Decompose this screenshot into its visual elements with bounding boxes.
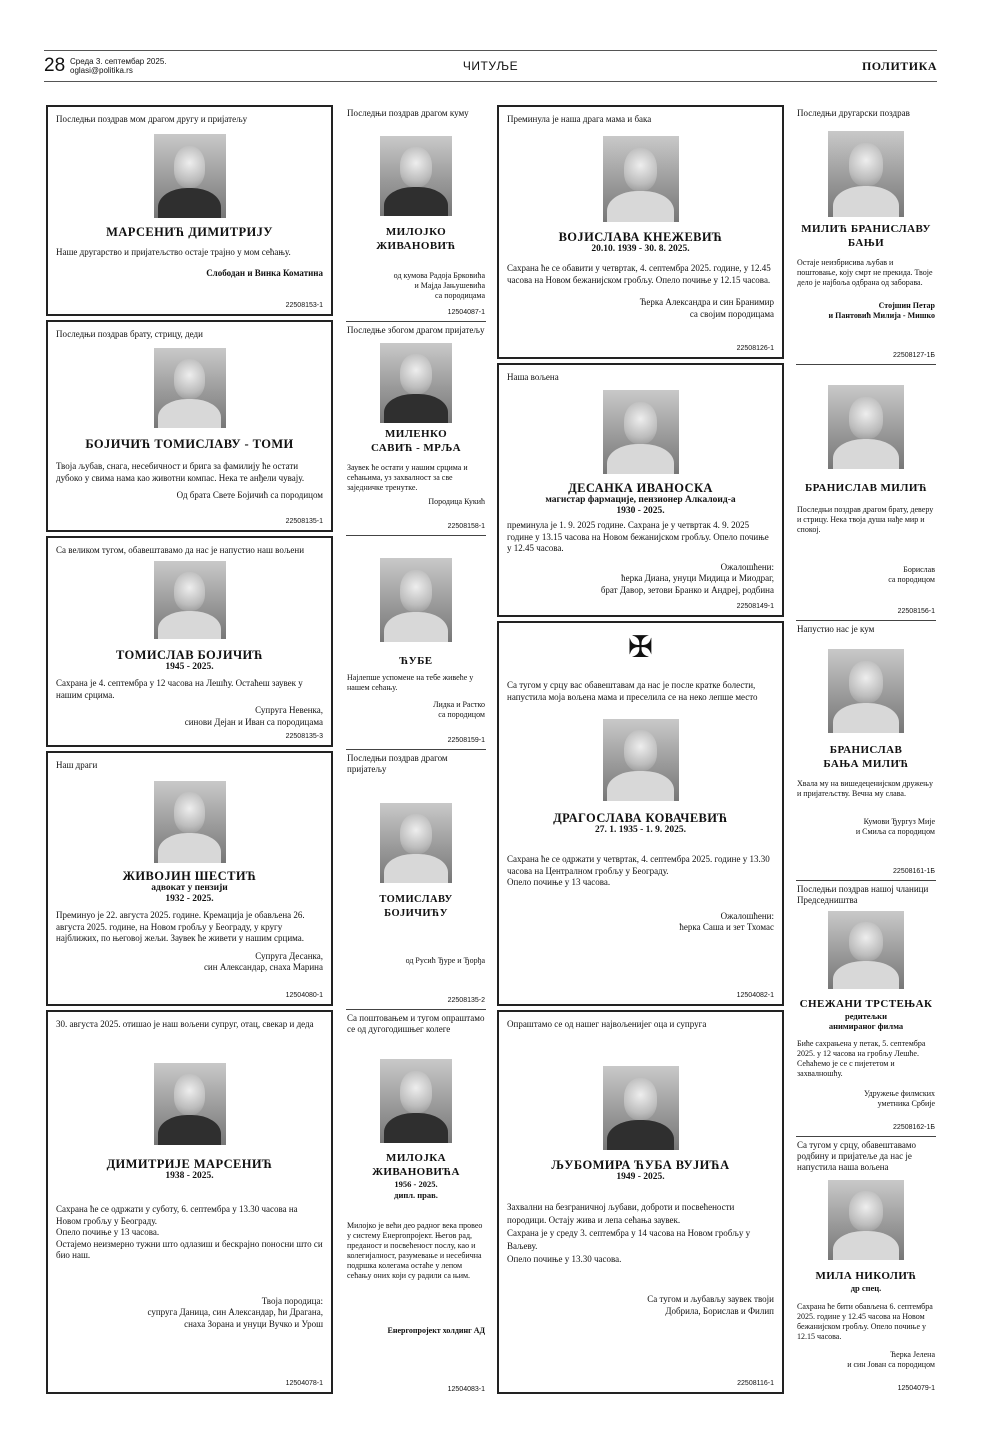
ad-signature: Удружење филмских уметника Србије (864, 1089, 935, 1108)
deceased-name: БРАНИСЛАВ МИЛИЋ (804, 482, 928, 494)
portrait-photo (380, 558, 452, 642)
portrait-photo (603, 719, 679, 801)
ad-code: 22508156-1 (897, 607, 935, 615)
page-header (44, 50, 937, 82)
obituary-ad (46, 751, 333, 1006)
obituary-ad (497, 621, 784, 1006)
portrait-photo (154, 134, 226, 218)
ad-intro: Наш драги (56, 760, 98, 770)
obituary-ad (796, 105, 936, 363)
portrait-photo (380, 803, 452, 883)
portrait-photo (603, 390, 679, 474)
obituary-ad (796, 1137, 936, 1396)
issue-date: Среда 3. септембар 2025. oglasi@politika.rs (70, 57, 167, 75)
ad-signature: Стојшин Петар и Пантовић Милија - Мишко (828, 301, 935, 320)
ad-dates: 1945 - 2025. (165, 662, 214, 672)
ad-code: 12504082-1 (736, 991, 774, 999)
ad-code: 22508161-1Б (893, 867, 935, 875)
ad-signature: Ћерка Јелена и син Јован са породицом (847, 1350, 935, 1369)
portrait-photo (380, 136, 452, 216)
portrait-photo (828, 911, 904, 989)
ad-code: 22508116-1 (737, 1379, 774, 1387)
ad-subtitle: др спец. (850, 1283, 882, 1293)
email-link[interactable]: oglasi@politika.rs (70, 66, 133, 75)
portrait-photo (380, 1059, 452, 1143)
portrait-photo (380, 343, 452, 423)
ad-code: 22508126-1 (736, 344, 774, 352)
ad-code: 22508135-1 (285, 517, 323, 525)
ad-code: 22508153-1 (285, 301, 323, 309)
ad-signature: Супруга Невенка, синови Дејан и Иван са породицама (184, 705, 323, 727)
obituary-ad (46, 105, 333, 316)
ad-intro: Последњи поздрав драгом пријатељу (347, 753, 448, 774)
ad-signature: Од брата Свете Бојичић са породицом (176, 490, 323, 500)
ad-text: Сахрана ће бити обављена 6. септембра 2025. године у 12.45 часова на Новом бежанијском гробљу. Опело почиње у 12.15 часова. (797, 1302, 933, 1341)
obituary-ad (346, 1010, 486, 1397)
obituary-ad (46, 320, 333, 532)
ad-signature: Са тугом и љубављу заувек твоји Добрила, Борислав и Филип (647, 1294, 774, 1316)
ad-intro: Последњи поздрав нашој чланици Председништва (797, 884, 929, 905)
ad-dates: 20.10. 1939 - 30. 8. 2025. (591, 244, 690, 254)
ad-text: Сахрана ће се одржати у суботу, 6. септембра у 13.30 часова на Новом гробљу у Београду. Опело почиње у 13 часова. Остајемо неизмерно тужни што одлазиш и бескрајно поносни што си био наш. (56, 1204, 323, 1260)
deceased-name: ВОЈИСЛАВА КНЕЖЕВИЋ (558, 230, 723, 244)
ad-text: преминула је 1. 9. 2025 године. Сахрана је у четвртак 4. 9. 2025 године у 13.15 часова на Новом бежанијском гробљу. Опело почиње у 12.45 часова. (507, 520, 769, 553)
ad-dates: 1938 - 2025. (165, 1171, 214, 1181)
portrait-photo (828, 1180, 904, 1260)
ad-dates: магистар фармације, пензионер Алкалоид-а 1930 - 2025. (545, 495, 736, 516)
ad-intro: Последњи поздрав мом драгом другу и пријатељу (56, 114, 248, 124)
ad-dates: 1956 - 2025. дипл. прав. (394, 1179, 438, 1200)
ad-intro: 30. августа 2025. отишао је наш вољени супруг, отац, свекар и деда (56, 1019, 314, 1029)
portrait-photo (828, 131, 904, 217)
obituary-ad (796, 621, 936, 879)
ad-code: 12504079-1 (897, 1384, 935, 1392)
ad-signature: Кумови Ђургуз Мије и Смиља са породицом (855, 817, 935, 836)
ad-signature: од кумова Радоја Брковића и Мајда Јањушевића са породицама (393, 271, 485, 300)
ad-text: Последњи поздрав драгом брату, деверу и стрицу. Нека твоја душа нађе мир и спокој. (797, 505, 934, 534)
ad-text: Најлепше успомене на тебе живеће у нашем сећању. (347, 673, 474, 692)
portrait-photo (828, 385, 904, 469)
portrait-photo (603, 1066, 679, 1150)
ad-code: 22508149-1 (736, 602, 774, 610)
ad-code: 22508135-2 (447, 996, 485, 1004)
ad-code: 22508158-1 (447, 522, 485, 530)
ad-text: Сахрана је 4. септембра у 12 часова на Лешћу. Остаћеш заувек у нашим срцима. (56, 678, 303, 700)
deceased-name: ЉУБОМИРА ЋУБА ВУЈИЋА (551, 1158, 730, 1172)
deceased-name: МИЛОЈКО ЖИВАНОВИЋ (376, 226, 456, 252)
deceased-name: ТОМИСЛАВ БОЈИЧИЋ (115, 648, 264, 662)
ad-text: Сахрана ће се обавити у четвртак, 4. септембра 2025. године, у 12.45 часова на Новом бежанијском гробљу. Опело почиње у 12.15 часова. (507, 263, 771, 285)
ad-intro: Преминула је наша драга мама и бака (507, 114, 652, 124)
ad-intro: Наша вољена (507, 372, 559, 382)
ad-signature: Ожалошћени: ћерка Диана, унуци Мидица и Миодраг, брат Давор, зетови Бранко и Андреј, родбина (600, 561, 774, 595)
deceased-name: СНЕЖАНИ ТРСТЕЊАК (799, 998, 933, 1010)
ad-text: Биће сахрањена у петак, 5. септембра 2025. у 12 часова на гробљу Лешће. Сећаћемо је се с пијететом и захвалношћу. (797, 1039, 926, 1078)
ad-intro: Са тугом у срцу, обавештавамо родбину и пријатеље да нас је напустила наша вољена (797, 1140, 917, 1172)
ad-signature: Ожалошћени: ћерка Саша и зет Тхомас (679, 910, 774, 932)
ad-signature: Породица Кукић (428, 497, 485, 506)
obituary-ad (46, 1010, 333, 1394)
ad-dates: 27. 1. 1935 - 1. 9. 2025. (594, 825, 687, 835)
obituary-ad (346, 105, 486, 320)
deceased-name: БОЈИЧИЋ ТОМИСЛАВУ - ТОМИ (85, 437, 294, 451)
ad-code: 22508162-1Б (893, 1123, 935, 1131)
ad-text: Захвални на безграничној љубави, доброти и посвећености породици. Остају жива и лепа сећања заувек. Сахрана је у среду 3. септембра у 14 часова на Новом гробљу у Ваљеву. Опело почиње у 13.30 часова. (507, 1202, 751, 1264)
obituary-ad (497, 1010, 784, 1394)
obituary-ad (346, 750, 486, 1008)
ad-intro: Последњи другарски поздрав (797, 108, 910, 118)
ad-code: 12504083-1 (447, 1385, 485, 1393)
deceased-name: МИЛЕНКО САВИЋ - МРЉА (370, 428, 462, 454)
ad-intro: Напустио нас је кум (797, 624, 875, 634)
ad-signature: од Русић Ђуре и Ђорђа (405, 956, 485, 965)
ad-dates: 1949 - 2025. (616, 1172, 665, 1182)
ad-intro: Последњи поздрав драгом куму (347, 108, 469, 118)
ad-code: 22508135-3 (285, 732, 323, 740)
page-number: 28 (44, 55, 66, 76)
obituary-ad (346, 536, 486, 748)
ad-code: 22508127-1Б (893, 351, 935, 359)
ad-code: 12504087-1 (447, 308, 485, 316)
ad-text: Остаје неизбрисива љубав и поштовање, коју смрт не прекида. Твоје дело је најбоља одбрана од заборава. (797, 258, 933, 287)
ad-signature: Слободан и Винка Коматина (206, 267, 323, 278)
deceased-name: МИЛОЈКА ЖИВАНОВИЋА (372, 1152, 460, 1178)
ad-dates: адвокат у пензији 1932 - 2025. (151, 883, 228, 904)
ad-code: 12504080-1 (285, 991, 323, 999)
obituary-ad (796, 881, 936, 1135)
ad-intro: Последњи поздрав брату, стрицу, деди (56, 329, 203, 339)
section-title: ЧИТУЉЕ (462, 59, 519, 73)
ad-text: Преминуо је 22. августа 2025. године. Кремација је обављена 26. августа 2025. године, на Новом гробљу у Београду, у кругу најближих, по његовој жељи. Заувек ће живети у нашим срцима. (56, 910, 305, 943)
ad-signature: Енергопројект холдинг АД (387, 1326, 485, 1335)
obituary-ad (497, 105, 784, 359)
deceased-name: ТОМИСЛАВУ БОЈИЧИЋУ (379, 894, 453, 919)
ad-text: Наше другарство и пријатељство остаје трајно у мом сећању. (56, 247, 291, 257)
deceased-name: ДРАГОСЛАВА КОВАЧЕВИЋ (553, 811, 728, 825)
ad-intro: Последње збогом драгом пријатељу (347, 325, 485, 335)
deceased-name: ДЕСАНКА ИВАНОСКА (568, 481, 713, 495)
newspaper-logo: ПОЛИТИКА (861, 59, 937, 73)
ad-code: 12504078-1 (285, 1379, 323, 1387)
ad-intro: Са тугом у срцу вас обавештавам да нас је после кратке болести, напустила моја вољена мама и преселила се на неко лепше место (507, 680, 758, 702)
ad-signature: Ћерка Александра и син Бранимир са својим породицама (639, 297, 774, 319)
portrait-photo (828, 649, 904, 733)
ad-signature: Борислав са породицом (888, 565, 935, 584)
portrait-photo (154, 561, 226, 639)
obituary-ad (46, 536, 333, 747)
orthodox-cross-icon: ✠ (627, 631, 654, 664)
deceased-name: ЋУБЕ (399, 655, 433, 667)
obituary-ad (497, 363, 784, 617)
obituary-ad (796, 365, 936, 619)
obituary-ad (346, 322, 486, 534)
ad-subtitle: редитељки анимираног филма (828, 1011, 904, 1031)
ad-signature: Супруга Десанка, син Александар, снаха Марина (203, 950, 323, 972)
portrait-photo (154, 1063, 226, 1145)
ad-text: Сахрана ће се одржати у четвртак, 4. септембра 2025. године у 13.30 часова на Централном гробљу у Београду. Опело почиње у 13 часова. (507, 854, 770, 887)
ad-intro: Опраштамо се од нашег највољенијег оца и супруга (507, 1019, 707, 1029)
ad-intro: Са поштовањем и тугом опраштамо се од дугогодишњег колеге (347, 1013, 485, 1034)
ad-signature: Лидка и Растко са породицом (433, 700, 485, 719)
ad-text: Хвала му на вишедеценијском дружењу и пријатељству. Вечна му слава. (797, 779, 933, 798)
deceased-name: МИЛА НИКОЛИЋ (815, 1270, 917, 1282)
ad-text: Заувек ће остати у нашим срцима и сећањима, уз захвалност за све заједничке тренутке. (347, 463, 468, 492)
ad-text: Милојко је већи део радног века провео у систему Енергопројект. Његов рад, преданост и посвећеност послу, као и колегијалност, разумевање и несебична подршка колегама остаће у лепом сећању оних који су радили са њим. (347, 1221, 483, 1280)
ad-text: Твоја љубав, снага, несебичност и брига за фамилију ће остати дубоко у свима нама као животни компас. Нека те анђели чувају. (56, 461, 305, 483)
ad-code: 22508159-1 (447, 736, 485, 744)
ad-intro: Са великом тугом, обавештавамо да нас је напустио наш вољени (56, 545, 305, 555)
deceased-name: БРАНИСЛАВ БАЊА МИЛИЋ (823, 744, 909, 770)
portrait-photo (154, 348, 226, 428)
portrait-photo (154, 781, 226, 863)
deceased-name: ЖИВОЈИН ШЕСТИЋ (122, 869, 257, 883)
deceased-name: ДИМИТРИЈЕ МАРСЕНИЋ (106, 1157, 273, 1171)
ad-signature: Твоја породица: супруга Даница, син Александар, ћи Драгана, снаха Зорана и унуци Вучко и Урош (147, 1295, 323, 1329)
deceased-name: МИЛИЋ БРАНИСЛАВУ БАЊИ (801, 223, 931, 249)
portrait-photo (603, 136, 679, 222)
deceased-name: МАРСЕНИЋ ДИМИТРИЈУ (106, 225, 273, 239)
